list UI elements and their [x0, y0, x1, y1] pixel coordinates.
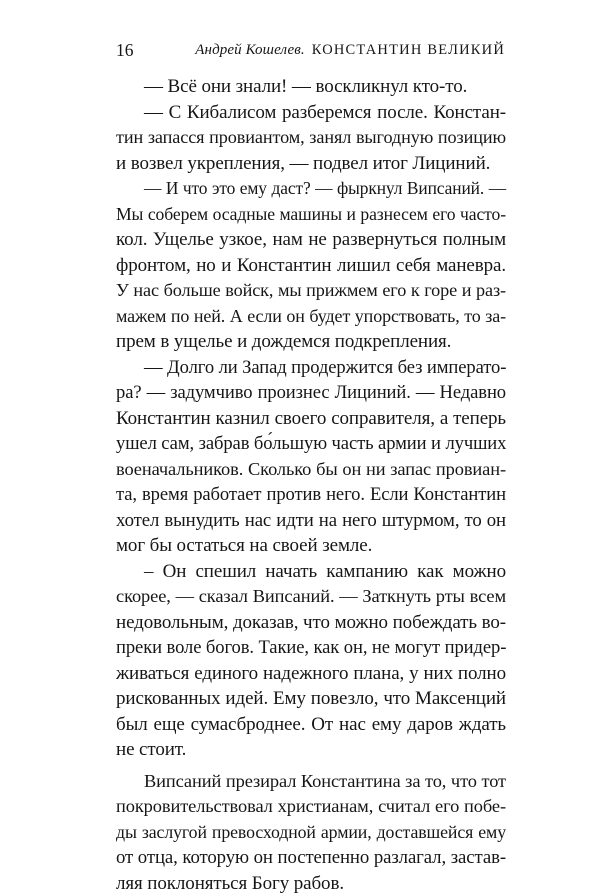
page-number: 16	[116, 38, 134, 62]
text-line: мажем по ней. А если он будет упорствовать, то за-	[116, 304, 506, 330]
text-line: — И что это ему даст? — фыркнул Випсаний. —	[116, 176, 506, 202]
text-line: военачальников. Сколько бы он ни запас провиан-	[116, 457, 506, 483]
text-line: ляя поклоняться Богу рабов.	[116, 871, 506, 896]
page-header	[116, 38, 505, 62]
text-line: не стоит.	[116, 737, 506, 763]
body-text	[116, 74, 506, 896]
text-line: — Всё они знали! — воскликнул кто-то.	[116, 74, 506, 100]
running-head-author: Андрей Кошелев.	[195, 42, 304, 58]
running-head-book-title: КОНСТАНТИН ВЕЛИКИЙ	[312, 42, 505, 58]
text-line: ды заслугой превосходной армии, доставшейся ему	[116, 820, 506, 846]
text-line: прем в ущелье и дождемся подкрепления.	[116, 329, 506, 355]
text-line: рискованных идей. Ему повезло, что Максенций	[116, 686, 506, 712]
text-line: Випсаний презирал Константина за то, что тот	[116, 769, 506, 795]
text-line: фронтом, но и Константин лишил себя маневра.	[116, 253, 506, 279]
text-line: тин запасся провиантом, занял выгодную позицию	[116, 125, 506, 151]
running-head	[195, 38, 505, 62]
text-line: У нас больше войск, мы прижмем его к горе и раз-	[116, 278, 506, 304]
text-line: скорее, — сказал Випсаний. — Заткнуть рты всем	[116, 584, 506, 610]
text-line: от отца, которую он постепенно разлагал, застав-	[116, 845, 506, 871]
text-line: недовольным, доказав, что можно побеждать во-	[116, 610, 506, 636]
text-line: мог бы остаться на своей земле.	[116, 533, 506, 559]
text-line: покровительствовал христианам, считал его побе-	[116, 794, 506, 820]
text-line: Константин казнил своего соправителя, а теперь	[116, 406, 506, 432]
text-line: — Долго ли Запад продержится без императо-	[116, 355, 506, 381]
text-line: Мы соберем осадные машины и разнесем его часто-	[116, 202, 506, 228]
text-line: – Он спешил начать кампанию как можно	[116, 559, 506, 585]
text-line: живаться единого надежного плана, у них полно	[116, 661, 506, 687]
text-line: и возвел укрепления, — подвел итог Лициний.	[116, 151, 506, 177]
text-line: та, время работает против него. Если Константин	[116, 482, 506, 508]
text-line: преки воле богов. Такие, как он, не могут придер-	[116, 635, 506, 661]
text-line: ушел сам, забрав бо́льшую часть армии и лучших	[116, 431, 506, 457]
text-line: хотел вынудить нас идти на него штурмом, то он	[116, 508, 506, 534]
text-line: ра? — задумчиво произнес Лициний. — Недавно	[116, 380, 506, 406]
text-line: был еще сумасброднее. От нас ему даров ждать	[116, 712, 506, 738]
text-line: кол. Ущелье узкое, нам не развернуться полным	[116, 227, 506, 253]
text-line: — С Кибалисом разберемся после. Констан-	[116, 100, 506, 126]
